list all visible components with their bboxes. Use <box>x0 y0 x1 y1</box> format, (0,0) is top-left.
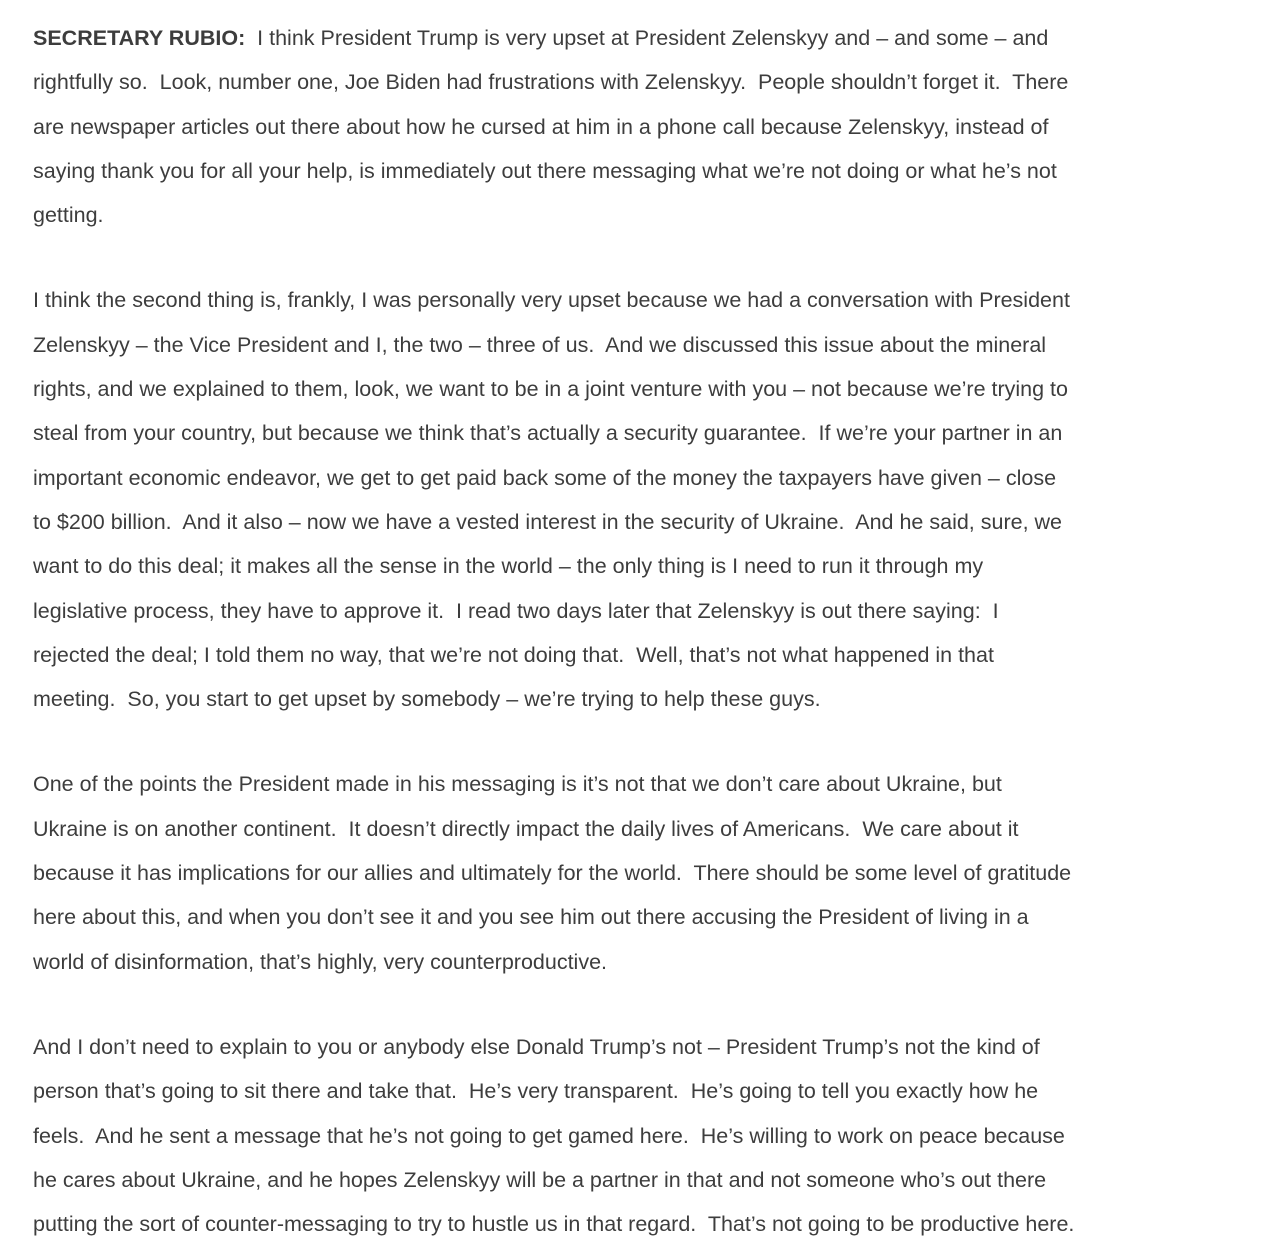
paragraph <box>33 762 1260 983</box>
text-line: rightfully so. Look, number one, Joe Biden had frustrations with Zelenskyy. People shouldn’t forget it. There <box>33 70 1069 95</box>
paragraph <box>33 16 1260 237</box>
text-line: because it has implications for our allies and ultimately for the world. There should be some level of gratitude <box>33 861 1072 886</box>
text-line: rights, and we explained to them, look, we want to be in a joint venture with you – not because we’re trying to <box>33 377 1068 402</box>
text-line: he cares about Ukraine, and he hopes Zelenskyy will be a partner in that and not someone who’s out there <box>33 1167 1047 1192</box>
paragraph <box>33 1025 1260 1246</box>
text-line: Ukraine is on another continent. It doesn’t directly impact the daily lives of Americans. We care about it <box>33 816 1019 841</box>
text-line: saying thank you for all your help, is immediately out there messaging what we’re not doing or what he’s not <box>33 158 1057 183</box>
text-line: feels. And he sent a message that he’s not going to get gamed here. He’s willing to work on peace because <box>33 1123 1065 1148</box>
text-line: getting. <box>33 203 104 228</box>
text-line: are newspaper articles out there about how he cursed at him in a phone call because Zelenskyy, instead of <box>33 114 1049 139</box>
text-line: And I don’t need to explain to you or anybody else Donald Trump’s not – President Trump’s not the kind of <box>33 1034 1040 1059</box>
text-line: person that’s going to sit there and take that. He’s very transparent. He’s going to tell you exactly how he <box>33 1079 1039 1104</box>
text-line <box>33 16 1260 60</box>
text-line: to $200 billion. And it also – now we have a vested interest in the security of Ukraine. And he said, sure, we <box>33 509 1063 534</box>
text-line: I think the second thing is, frankly, I was personally very upset because we had a conversation with President <box>33 288 1070 313</box>
text-line: Zelenskyy – the Vice President and I, the two – three of us. And we discussed this issue about the mineral <box>33 332 1047 357</box>
paragraph <box>33 278 1260 721</box>
text-line: steal from your country, but because we think that’s actually a security guarantee. If we’re your partner in an <box>33 421 1063 446</box>
text-line: want to do this deal; it makes all the sense in the world – the only thing is I need to run it through my <box>33 554 984 579</box>
text-line-content: I think President Trump is very upset at President Zelenskyy and – and some – and <box>245 26 1049 50</box>
text-line: rejected the deal; I told them no way, that we’re not doing that. Well, that’s not what happened in that <box>33 642 994 667</box>
text-line: here about this, and when you don’t see it and you see him out there accusing the President of living in a <box>33 905 1029 930</box>
speaker-label: SECRETARY RUBIO: <box>33 26 246 50</box>
text-line: meeting. So, you start to get upset by somebody – we’re trying to help these guys. <box>33 687 821 712</box>
text-line: important economic endeavor, we get to get paid back some of the money the taxpayers have given – close <box>33 465 1057 490</box>
text-line: putting the sort of counter-messaging to try to hustle us in that regard. That’s not going to be productive here. <box>33 1212 1075 1237</box>
text-line: legislative process, they have to approve it. I read two days later that Zelenskyy is out there saying: I <box>33 598 999 623</box>
text-line: world of disinformation, that’s highly, very counterproductive. <box>33 949 608 974</box>
text-line: One of the points the President made in his messaging is it’s not that we don’t care about Ukraine, but <box>33 772 1002 797</box>
